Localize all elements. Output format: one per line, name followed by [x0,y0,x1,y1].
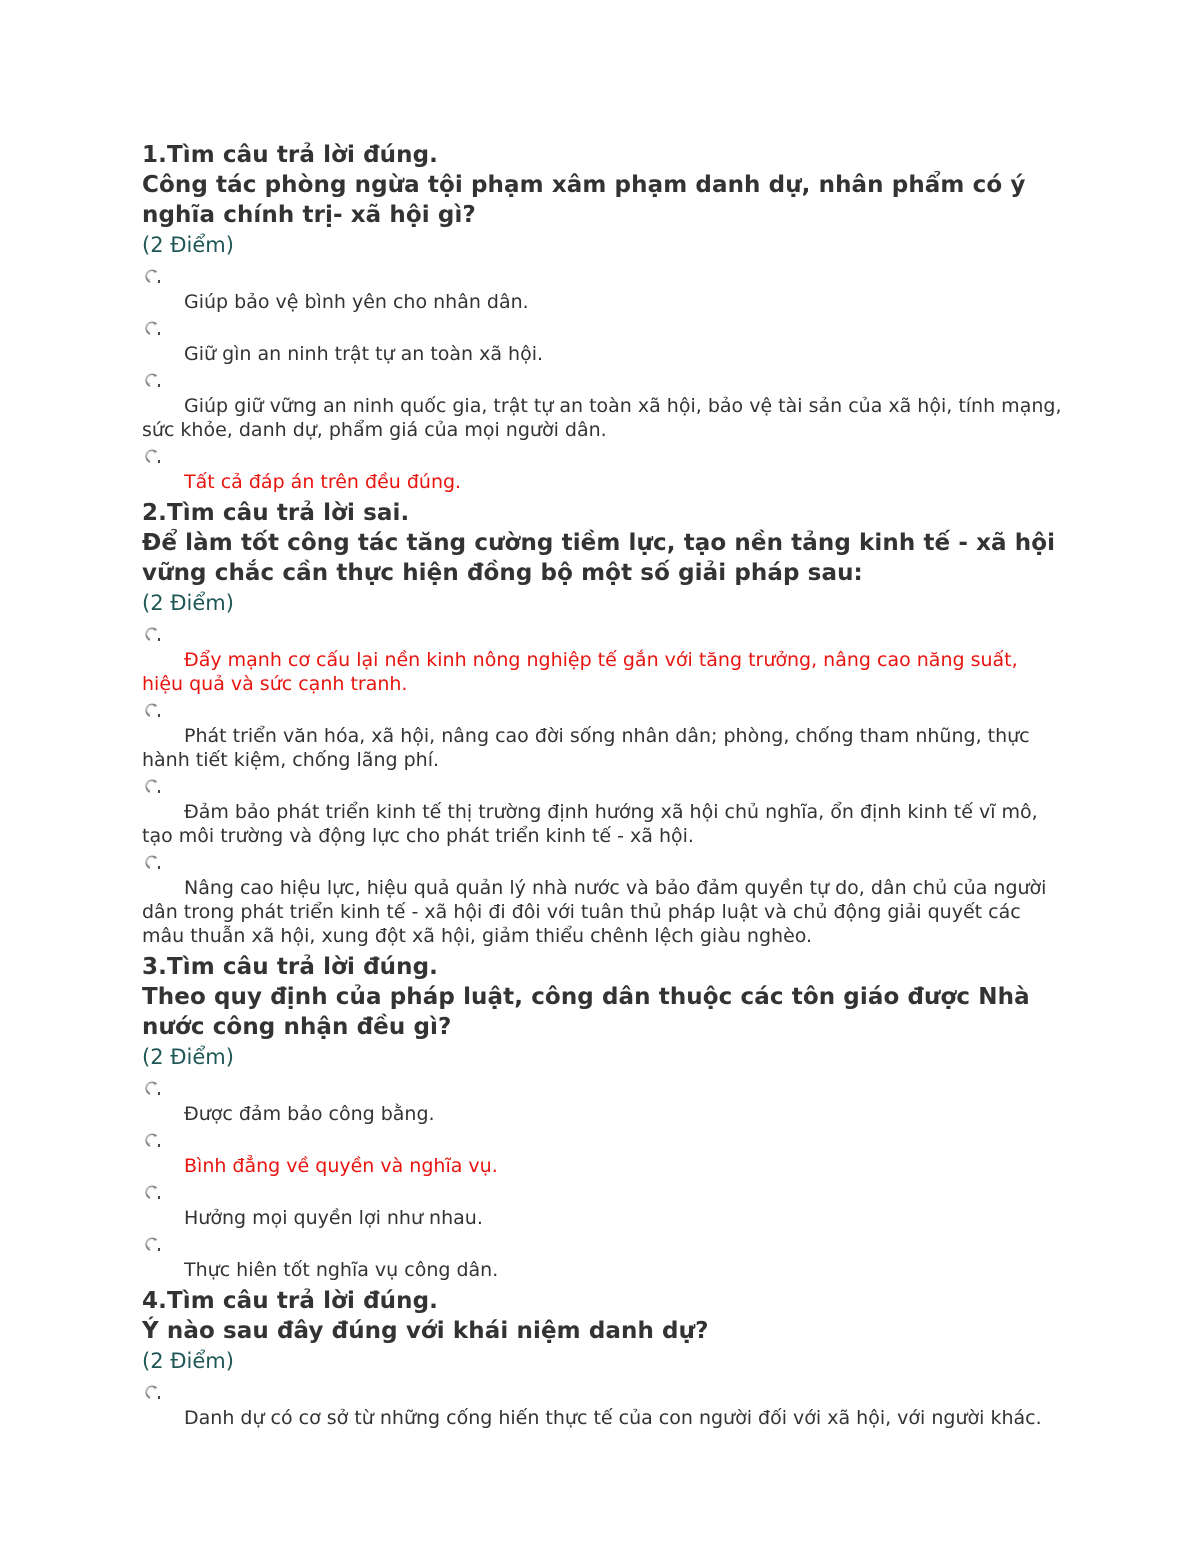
option-text-correct: Đẩy mạnh cơ cấu lại nền kinh nông nghiệp tế gắn với tăng trưởng, nâng cao năng suất, hiệu quả và sức cạnh tranh. [142,649,1018,695]
question-points: (2 Điểm) [142,1349,234,1373]
radio-button-icon[interactable] [144,1184,160,1200]
option-2b[interactable] [142,700,1062,772]
option-2c[interactable] [142,776,1062,848]
radio-button-icon[interactable] [144,1080,160,1096]
radio-button-icon[interactable] [144,268,160,284]
question-4 [142,1286,1062,1430]
question-points: (2 Điểm) [142,233,234,257]
option-2a[interactable] [142,624,1062,696]
question-1 [142,140,1062,494]
radio-button-icon[interactable] [144,448,160,464]
question-number: 4.Tìm câu trả lời đúng. [142,1288,438,1314]
question-text: Theo quy định của pháp luật, công dân thuộc các tôn giáo được Nhà nước công nhận đều gì? [142,984,1030,1040]
question-3 [142,952,1062,1282]
radio-button-icon[interactable] [144,372,160,388]
option-text: Giúp bảo vệ bình yên cho nhân dân. [184,291,529,313]
option-text: Hưởng mọi quyền lợi như nhau. [184,1207,483,1229]
radio-button-icon[interactable] [144,1132,160,1148]
question-number: 3.Tìm câu trả lời đúng. [142,954,438,980]
radio-button-icon[interactable] [144,1384,160,1400]
option-text: Phát triển văn hóa, xã hội, nâng cao đời sống nhân dân; phòng, chống tham nhũng, thực hành tiết kiệm, chống lãng phí. [142,725,1030,771]
option-1c[interactable] [142,370,1062,442]
option-text: Giúp giữ vững an ninh quốc gia, trật tự an toàn xã hội, bảo vệ tài sản của xã hội, tính mạng, sức khỏe, danh dự, phẩm giá của mọi người dân. [142,395,1062,441]
question-text: Công tác phòng ngừa tội phạm xâm phạm danh dự, nhân phẩm có ý nghĩa chính trị- xã hội gì? [142,172,1026,228]
question-points: (2 Điểm) [142,591,234,615]
question-text: Ý nào sau đây đúng với khái niệm danh dự? [142,1318,709,1344]
question-text: Để làm tốt công tác tăng cường tiềm lực, tạo nền tảng kinh tế - xã hội vững chắc cần thực hiện đồng bộ một số giải pháp sau: [142,530,1056,586]
option-text-correct: Tất cả đáp án trên đều đúng. [184,471,462,493]
option-3a[interactable] [142,1078,1062,1126]
option-text: Thực hiên tốt nghĩa vụ công dân. [184,1259,499,1281]
option-text: Đảm bảo phát triển kinh tế thị trường định hướng xã hội chủ nghĩa, ổn định kinh tế vĩ mô, tạo môi trường và động lực cho phát triển kinh tế - xã hội. [142,801,1038,847]
option-2d[interactable] [142,852,1062,948]
radio-button-icon[interactable] [144,702,160,718]
option-3b[interactable] [142,1130,1062,1178]
radio-button-icon[interactable] [144,854,160,870]
option-text: Danh dự có cơ sở từ những cống hiến thực tế của con người đối với xã hội, với người khác. [184,1407,1042,1429]
document-body [142,140,1062,1434]
question-number: 1.Tìm câu trả lời đúng. [142,142,438,168]
question-2 [142,498,1062,948]
radio-button-icon[interactable] [144,1236,160,1252]
option-1a[interactable] [142,266,1062,314]
option-text-correct: Bình đẳng về quyền và nghĩa vụ. [184,1155,498,1177]
option-4a[interactable] [142,1382,1062,1430]
option-text: Được đảm bảo công bằng. [184,1103,435,1125]
question-number: 2.Tìm câu trả lời sai. [142,500,410,526]
radio-button-icon[interactable] [144,778,160,794]
option-1b[interactable] [142,318,1062,366]
option-3c[interactable] [142,1182,1062,1230]
option-1d[interactable] [142,446,1062,494]
question-points: (2 Điểm) [142,1045,234,1069]
option-text: Giữ gìn an ninh trật tự an toàn xã hội. [184,343,544,365]
radio-button-icon[interactable] [144,320,160,336]
radio-button-icon[interactable] [144,626,160,642]
option-text: Nâng cao hiệu lực, hiệu quả quản lý nhà nước và bảo đảm quyền tự do, dân chủ của người dân trong phát triển kinh tế - xã hội đi đôi với tuân thủ pháp luật và chủ động giải quyết các mâu thuẫn xã hội, xung đột xã hội, giảm thiểu chênh lệch giàu nghèo. [142,877,1047,947]
option-3d[interactable] [142,1234,1062,1282]
